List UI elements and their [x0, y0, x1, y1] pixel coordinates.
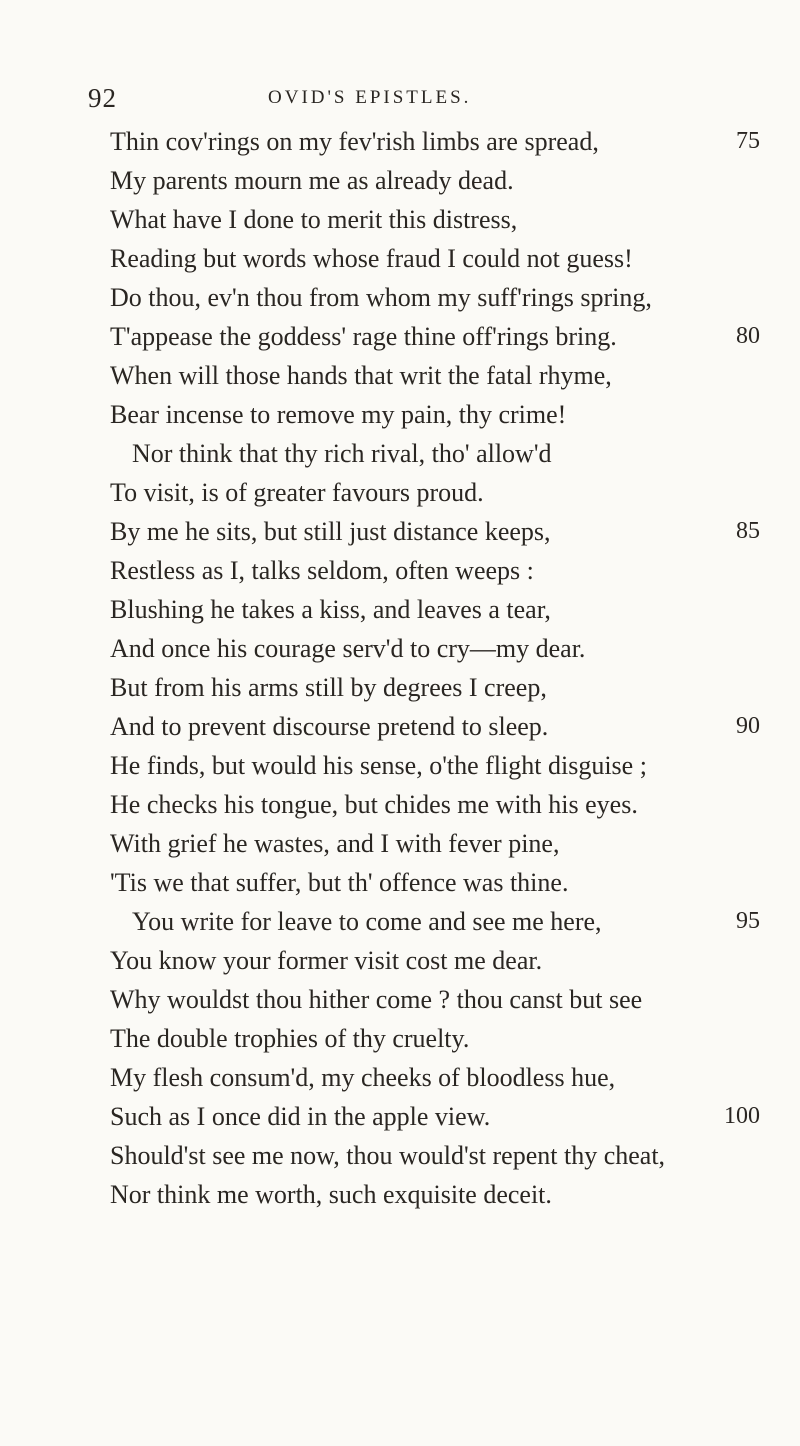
verse-line	[110, 122, 760, 161]
verse-text: You write for leave to come and see me here,	[132, 907, 602, 936]
verse-text: The double trophies of thy cruelty.	[110, 1024, 470, 1053]
verse-text: Thin cov'rings on my fev'rish limbs are spread,	[110, 127, 599, 156]
verse-line	[110, 356, 760, 395]
verse-line	[110, 1058, 760, 1097]
verse-text: Why wouldst thou hither come ? thou canst but see	[110, 985, 643, 1014]
verse-line	[110, 434, 760, 473]
line-number: 85	[736, 518, 760, 544]
verse-line	[110, 590, 760, 629]
verse-text: T'appease the goddess' rage thine off'rings bring.	[110, 322, 617, 351]
verse-text: Restless as I, talks seldom, often weeps :	[110, 556, 534, 585]
verse-line	[110, 1136, 760, 1175]
verse-text: Blushing he takes a kiss, and leaves a tear,	[110, 595, 551, 624]
verse-text: With grief he wastes, and I with fever pine,	[110, 829, 560, 858]
line-number: 80	[736, 323, 760, 349]
page-number: 92	[88, 83, 117, 113]
verse-line	[110, 629, 760, 668]
verse-line	[110, 278, 760, 317]
verse-line	[110, 746, 760, 785]
verse-line	[110, 902, 760, 941]
verse-text: When will those hands that writ the fatal rhyme,	[110, 361, 612, 390]
verse-text: 'Tis we that suffer, but th' offence was thine.	[110, 868, 569, 897]
verse-line	[110, 941, 760, 980]
page-header	[88, 82, 728, 114]
verse-line	[110, 1097, 760, 1136]
verse-text: He finds, but would his sense, o'the flight disguise ;	[110, 751, 647, 780]
line-number: 90	[736, 713, 760, 739]
verse-line	[110, 317, 760, 356]
verse-text: Reading but words whose fraud I could not guess!	[110, 244, 633, 273]
verse-text: By me he sits, but still just distance keeps,	[110, 517, 551, 546]
verse-line	[110, 668, 760, 707]
running-title: OVID'S EPISTLES.	[268, 87, 472, 108]
verse-line	[110, 863, 760, 902]
verse-line	[110, 1019, 760, 1058]
verse-line	[110, 395, 760, 434]
verse-line	[110, 980, 760, 1019]
verse-text: Bear incense to remove my pain, thy crime!	[110, 400, 567, 429]
verse-line	[110, 200, 760, 239]
poem-text	[110, 122, 760, 1214]
verse-line	[110, 161, 760, 200]
verse-line	[110, 473, 760, 512]
verse-line	[110, 707, 760, 746]
verse-text: And once his courage serv'd to cry—my dear.	[110, 634, 586, 663]
line-number: 95	[736, 908, 760, 934]
verse-line	[110, 512, 760, 551]
verse-line	[110, 824, 760, 863]
verse-text: And to prevent discourse pretend to sleep.	[110, 712, 549, 741]
verse-line	[110, 551, 760, 590]
verse-text: What have I done to merit this distress,	[110, 205, 518, 234]
verse-line	[110, 1175, 760, 1214]
verse-text: Do thou, ev'n thou from whom my suff'rings spring,	[110, 283, 652, 312]
verse-text: Nor think that thy rich rival, tho' allow'd	[132, 439, 552, 468]
verse-text: But from his arms still by degrees I creep,	[110, 673, 547, 702]
verse-line	[110, 239, 760, 278]
verse-text: You know your former visit cost me dear.	[110, 946, 543, 975]
verse-text: To visit, is of greater favours proud.	[110, 478, 484, 507]
verse-line	[110, 785, 760, 824]
verse-text: Should'st see me now, thou would'st repent thy cheat,	[110, 1141, 666, 1170]
verse-text: He checks his tongue, but chides me with his eyes.	[110, 790, 638, 819]
line-number: 100	[724, 1103, 760, 1129]
verse-text: Nor think me worth, such exquisite deceit.	[110, 1180, 552, 1209]
line-number: 75	[736, 128, 760, 154]
verse-text: Such as I once did in the apple view.	[110, 1102, 491, 1131]
verse-text: My flesh consum'd, my cheeks of bloodless hue,	[110, 1063, 616, 1092]
verse-text: My parents mourn me as already dead.	[110, 166, 514, 195]
